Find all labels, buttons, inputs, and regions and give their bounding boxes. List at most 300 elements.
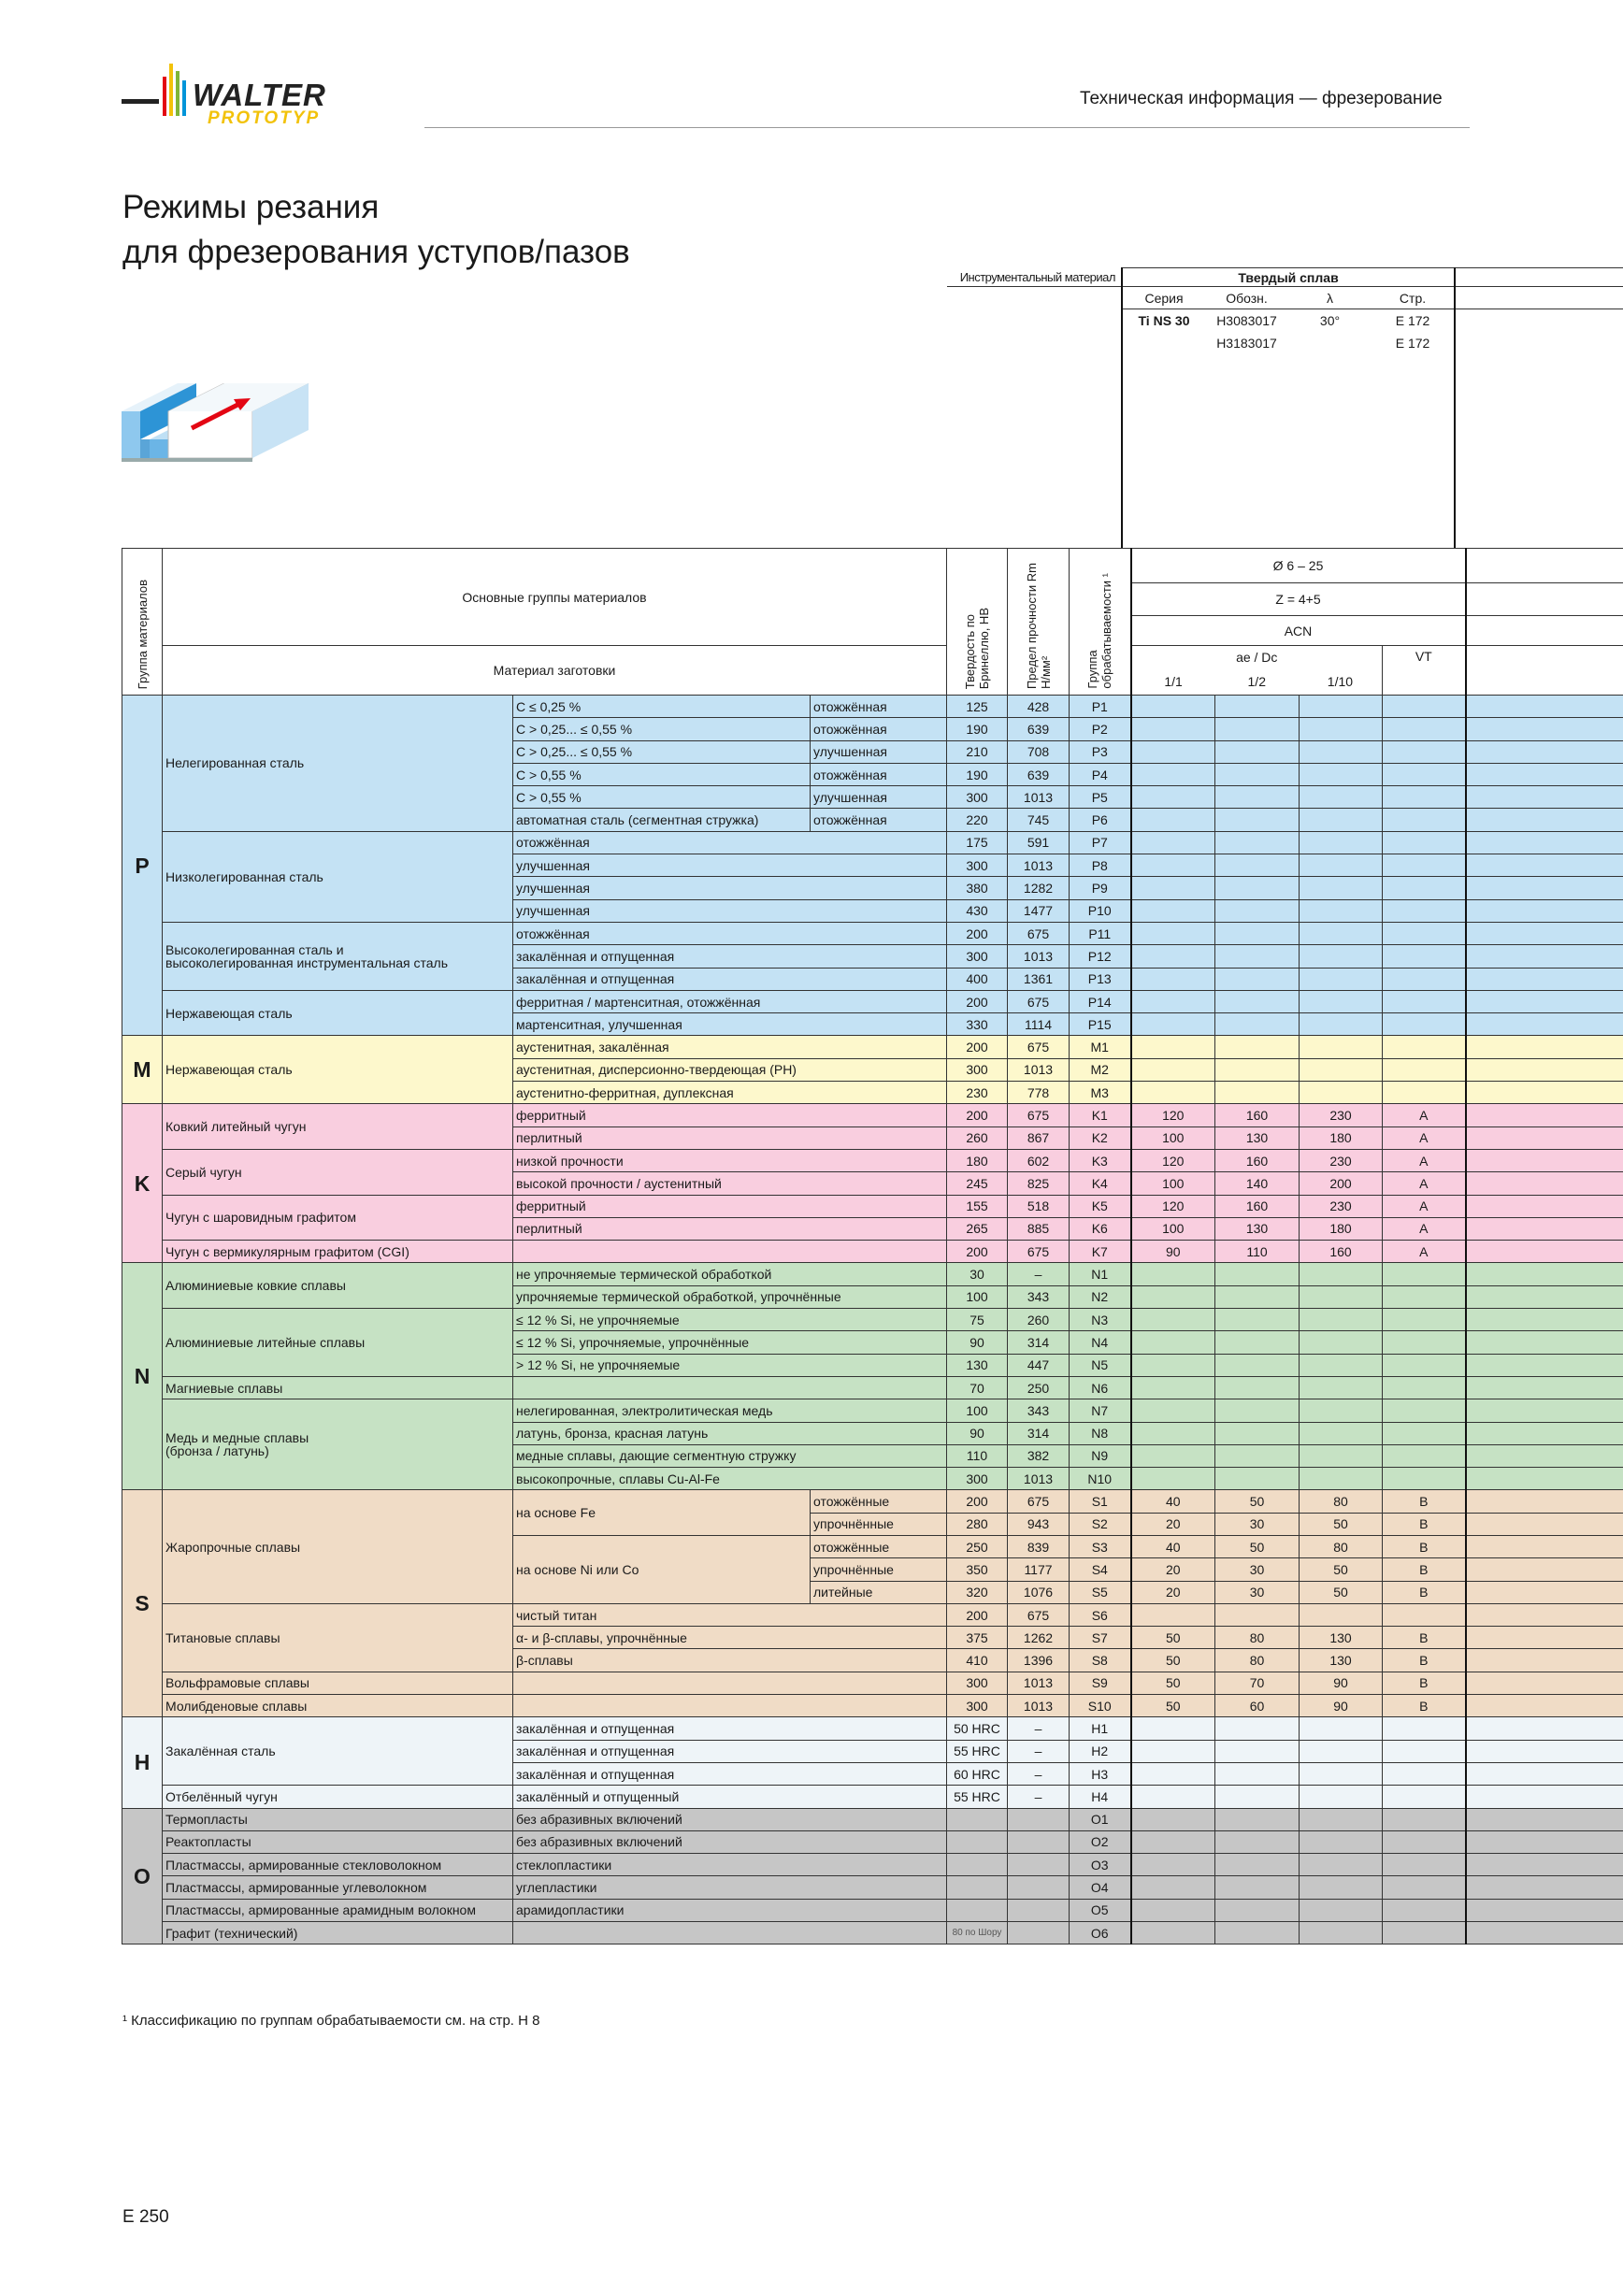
vt-value: B [1383, 1490, 1466, 1513]
vt-value: A [1383, 1241, 1466, 1263]
empty-tool-column [1466, 1376, 1623, 1399]
walter-prototyp-logo [122, 58, 402, 133]
vc-ratio-1-1 [1131, 786, 1215, 809]
empty-tool-column [1466, 1104, 1623, 1126]
material-treatment: отожжённая [811, 696, 947, 718]
empty-tool-column [1466, 1036, 1623, 1058]
vc-ratio-1-2 [1215, 968, 1300, 990]
table-row [122, 1603, 1623, 1626]
main-material-group: Термопласты [163, 1808, 513, 1830]
empty-tool-column [1466, 1354, 1623, 1376]
material-condition: ≤ 12 % Si, упрочняемые, упрочнённые [513, 1331, 947, 1354]
vc-ratio-1-2 [1215, 1422, 1300, 1444]
tool-page-2: E 172 [1395, 335, 1430, 351]
vc-ratio-1-2: 140 [1215, 1172, 1300, 1195]
machinability-group: N9 [1070, 1444, 1131, 1467]
tool-material-label: Инструментальный материал [947, 268, 1122, 287]
cutting-data-table [122, 548, 1623, 1944]
machinability-group: P7 [1070, 831, 1131, 854]
material-condition: автоматная сталь (сегментная стружка) [513, 809, 811, 831]
hardness-hb: 300 [947, 786, 1008, 809]
hardness-hb: 190 [947, 718, 1008, 740]
machinability-group: N10 [1070, 1468, 1131, 1490]
vc-ratio-1-1 [1131, 1740, 1215, 1762]
material-condition: C > 0,55 % [513, 763, 811, 785]
tensile-strength: 1013 [1008, 945, 1070, 968]
table-row [122, 831, 1623, 854]
vc-ratio-1-10 [1300, 1082, 1383, 1104]
machinability-group: S1 [1070, 1490, 1131, 1513]
machinability-group: O1 [1070, 1808, 1131, 1830]
material-condition: ферритная / мартенситная, отожжённая [513, 990, 947, 1012]
vc-ratio-1-10 [1300, 1922, 1383, 1944]
material-condition [513, 1672, 947, 1694]
vc-ratio-1-1 [1131, 1285, 1215, 1308]
vc-ratio-1-10 [1300, 809, 1383, 831]
vc-ratio-1-2 [1215, 1354, 1300, 1376]
vt-value: B [1383, 1581, 1466, 1603]
vc-ratio-1-10: 90 [1300, 1672, 1383, 1694]
vt-value [1383, 1399, 1466, 1422]
vc-ratio-1-10: 80 [1300, 1535, 1383, 1557]
empty-tool-column [1466, 740, 1623, 763]
main-material-group: Чугун с вермикулярным графитом (CGI) [163, 1241, 513, 1263]
vc-ratio-1-1: 40 [1131, 1490, 1215, 1513]
tensile-strength: 428 [1008, 696, 1070, 718]
vc-ratio-1-2 [1215, 1808, 1300, 1830]
machinability-group: P2 [1070, 718, 1131, 740]
hardness-hb: 55 HRC [947, 1786, 1008, 1808]
hardness-hb: 175 [947, 831, 1008, 854]
table-row [122, 1490, 1623, 1513]
material-condition: закалённая и отпущенная [513, 945, 947, 968]
vc-ratio-1-2 [1215, 763, 1300, 785]
material-group-letter: O [122, 1808, 163, 1944]
vc-ratio-1-10 [1300, 1808, 1383, 1830]
hardness-hb: 200 [947, 990, 1008, 1012]
tensile-strength: 1076 [1008, 1581, 1070, 1603]
vc-ratio-1-10 [1300, 1899, 1383, 1921]
machinability-group: O4 [1070, 1876, 1131, 1899]
empty-tool-column [1466, 899, 1623, 922]
hardness-hb: 200 [947, 1104, 1008, 1126]
header-ratio-3: 1/10 [1327, 674, 1354, 689]
material-condition: C > 0,25... ≤ 0,55 % [513, 740, 811, 763]
material-condition: > 12 % Si, не упрочняемые [513, 1354, 947, 1376]
vc-ratio-1-10: 130 [1300, 1649, 1383, 1672]
vc-ratio-1-1 [1131, 1717, 1215, 1740]
vc-ratio-1-2: 50 [1215, 1535, 1300, 1557]
empty-tool-column [1466, 877, 1623, 899]
tensile-strength: 778 [1008, 1082, 1070, 1104]
machinability-group: M3 [1070, 1082, 1131, 1104]
vc-ratio-1-2 [1215, 1444, 1300, 1467]
empty-tool-column [1466, 945, 1623, 968]
tensile-strength: – [1008, 1786, 1070, 1808]
vt-value: B [1383, 1627, 1466, 1649]
main-material-group: Алюминиевые ковкие сплавы [163, 1263, 513, 1309]
material-condition: ферритный [513, 1104, 947, 1126]
vt-value [1383, 1013, 1466, 1036]
header-ratio-2: 1/2 [1247, 674, 1266, 689]
empty-tool-column [1466, 854, 1623, 877]
vc-ratio-1-2: 50 [1215, 1490, 1300, 1513]
vc-ratio-1-1 [1131, 922, 1215, 944]
vc-ratio-1-10 [1300, 1058, 1383, 1081]
empty-tool-column [1466, 1399, 1623, 1422]
empty-tool-column [1466, 1740, 1623, 1762]
header-grade: ACN [1131, 616, 1466, 646]
hardness-hb: 260 [947, 1126, 1008, 1149]
hardness-hb: 300 [947, 945, 1008, 968]
machinability-group: N2 [1070, 1285, 1131, 1308]
vt-value [1383, 1922, 1466, 1944]
vt-value: B [1383, 1695, 1466, 1717]
vc-ratio-1-1 [1131, 990, 1215, 1012]
vc-ratio-1-10 [1300, 1309, 1383, 1331]
machinability-group: K5 [1070, 1195, 1131, 1217]
machinability-group: P14 [1070, 990, 1131, 1012]
material-condition: закалённая и отпущенная [513, 1762, 947, 1785]
machinability-group: P13 [1070, 968, 1131, 990]
tensile-strength: 675 [1008, 1241, 1070, 1263]
vt-value [1383, 1376, 1466, 1399]
vc-ratio-1-10: 50 [1300, 1558, 1383, 1581]
tensile-strength: 314 [1008, 1422, 1070, 1444]
vc-ratio-1-1 [1131, 1058, 1215, 1081]
tool-col-page: Стр. [1372, 287, 1455, 309]
table-row [122, 990, 1623, 1012]
main-material-group: Пластмассы, армированные арамидным волокном [163, 1899, 513, 1921]
vc-ratio-1-2: 80 [1215, 1649, 1300, 1672]
hardness-hb: 400 [947, 968, 1008, 990]
tool-code-2: H3183017 [1216, 335, 1277, 351]
vc-ratio-1-1: 50 [1131, 1649, 1215, 1672]
material-condition [513, 1376, 947, 1399]
vc-ratio-1-10: 130 [1300, 1627, 1383, 1649]
machinability-group: S2 [1070, 1513, 1131, 1535]
material-rows [122, 696, 1623, 1944]
header-main-groups: Основные группы материалов [163, 549, 947, 646]
tensile-strength: 260 [1008, 1309, 1070, 1331]
material-condition: улучшенная [513, 899, 947, 922]
empty-tool-column [1466, 763, 1623, 785]
vc-ratio-1-10 [1300, 854, 1383, 877]
vc-ratio-1-2 [1215, 1376, 1300, 1399]
vc-ratio-1-10 [1300, 1830, 1383, 1853]
vc-ratio-1-2 [1215, 990, 1300, 1012]
tensile-strength: 1177 [1008, 1558, 1070, 1581]
vc-ratio-1-10: 180 [1300, 1217, 1383, 1240]
vt-value [1383, 763, 1466, 785]
material-group-letter: S [122, 1490, 163, 1717]
vt-value [1383, 1082, 1466, 1104]
vt-value [1383, 1830, 1466, 1853]
hardness-hb: 230 [947, 1082, 1008, 1104]
vc-ratio-1-2 [1215, 1331, 1300, 1354]
vc-ratio-1-1 [1131, 1399, 1215, 1422]
header-ratio-1: 1/1 [1164, 674, 1183, 689]
hardness-hb: 375 [947, 1627, 1008, 1649]
hardness-hb: 210 [947, 740, 1008, 763]
tensile-strength: 745 [1008, 809, 1070, 831]
empty-tool-column [1466, 1149, 1623, 1171]
tensile-strength: 1114 [1008, 1013, 1070, 1036]
empty-tool-column [1466, 1808, 1623, 1830]
vc-ratio-1-2: 30 [1215, 1513, 1300, 1535]
empty-tool-column [1466, 1672, 1623, 1694]
material-treatment: отожжённые [811, 1535, 947, 1557]
vc-ratio-1-1: 100 [1131, 1217, 1215, 1240]
vc-ratio-1-1: 20 [1131, 1558, 1215, 1581]
vt-value [1383, 877, 1466, 899]
vt-value [1383, 945, 1466, 968]
material-condition: закалённая и отпущенная [513, 968, 947, 990]
material-treatment: отожжённая [811, 763, 947, 785]
machinability-group: H2 [1070, 1740, 1131, 1762]
vc-ratio-1-2 [1215, 1762, 1300, 1785]
vc-ratio-1-10 [1300, 1876, 1383, 1899]
table-row [122, 1672, 1623, 1694]
table-row [122, 1036, 1623, 1058]
table-row [122, 1399, 1623, 1422]
material-condition: мартенситная, улучшенная [513, 1013, 947, 1036]
vt-value [1383, 990, 1466, 1012]
vt-value [1383, 1444, 1466, 1467]
hardness-hb [947, 1830, 1008, 1853]
table-row [122, 1149, 1623, 1171]
material-treatment: литейные [811, 1581, 947, 1603]
material-condition: закалённая и отпущенная [513, 1740, 947, 1762]
machinability-group: P12 [1070, 945, 1131, 968]
hardness-hb: 200 [947, 1036, 1008, 1058]
vt-value [1383, 1808, 1466, 1830]
tensile-strength: 675 [1008, 922, 1070, 944]
machinability-group: S6 [1070, 1603, 1131, 1626]
empty-tool-column [1466, 968, 1623, 990]
vt-value [1383, 1354, 1466, 1376]
material-condition: ≤ 12 % Si, не упрочняемые [513, 1309, 947, 1331]
vc-ratio-1-1 [1131, 899, 1215, 922]
table-row [122, 1717, 1623, 1740]
empty-tool-column [1466, 1786, 1623, 1808]
hardness-hb: 200 [947, 1603, 1008, 1626]
table-row [122, 696, 1623, 718]
tensile-strength: – [1008, 1762, 1070, 1785]
main-material-group: Закалённая сталь [163, 1717, 513, 1786]
vc-ratio-1-2 [1215, 1036, 1300, 1058]
vc-ratio-1-2 [1215, 740, 1300, 763]
material-group-letter: P [122, 696, 163, 1036]
tensile-strength: 825 [1008, 1172, 1070, 1195]
main-material-group: Жаропрочные сплавы [163, 1490, 513, 1603]
vt-value: B [1383, 1672, 1466, 1694]
tensile-strength: 839 [1008, 1535, 1070, 1557]
machinability-group: S9 [1070, 1672, 1131, 1694]
vt-value: B [1383, 1558, 1466, 1581]
machinability-group: K3 [1070, 1149, 1131, 1171]
vc-ratio-1-2: 160 [1215, 1104, 1300, 1126]
machinability-group: H1 [1070, 1717, 1131, 1740]
vc-ratio-1-2 [1215, 1082, 1300, 1104]
vc-ratio-1-1 [1131, 1876, 1215, 1899]
tool-material-name: Твердый сплав [1122, 268, 1455, 287]
tensile-strength: – [1008, 1717, 1070, 1740]
hardness-hb: 220 [947, 809, 1008, 831]
tensile-strength: 675 [1008, 1603, 1070, 1626]
vc-ratio-1-2 [1215, 831, 1300, 854]
tensile-strength: – [1008, 1263, 1070, 1285]
tensile-strength: 1396 [1008, 1649, 1070, 1672]
tensile-strength: 1013 [1008, 854, 1070, 877]
vc-ratio-1-2: 80 [1215, 1627, 1300, 1649]
vc-ratio-1-2: 70 [1215, 1672, 1300, 1694]
main-material-group: Медь и медные сплавы (бронза / латунь) [163, 1399, 513, 1490]
material-condition [513, 1922, 947, 1944]
tensile-strength: 675 [1008, 1490, 1070, 1513]
vc-ratio-1-1: 40 [1131, 1535, 1215, 1557]
main-material-group: Пластмассы, армированные стекловолокном [163, 1854, 513, 1876]
main-material-group: Низколегированная сталь [163, 831, 513, 922]
vc-ratio-1-10: 230 [1300, 1195, 1383, 1217]
empty-tool-column [1466, 1717, 1623, 1740]
tensile-strength: 675 [1008, 1036, 1070, 1058]
vc-ratio-1-2 [1215, 1899, 1300, 1921]
tensile-strength: 675 [1008, 1104, 1070, 1126]
tool-info-table [947, 267, 1623, 548]
material-condition: высокой прочности / аустенитный [513, 1172, 947, 1195]
vc-ratio-1-10 [1300, 718, 1383, 740]
main-material-group: Пластмассы, армированные углеволокном [163, 1876, 513, 1899]
vc-ratio-1-2 [1215, 786, 1300, 809]
header-rm: Предел прочности Rm Н/мм² [1008, 549, 1070, 696]
tensile-strength: – [1008, 1740, 1070, 1762]
vt-value [1383, 1876, 1466, 1899]
vc-ratio-1-1: 50 [1131, 1695, 1215, 1717]
hardness-hb: 300 [947, 1058, 1008, 1081]
tool-lambda-1: 30° [1319, 312, 1341, 328]
material-condition: C > 0,55 % [513, 786, 811, 809]
empty-tool-column [1466, 696, 1623, 718]
table-row [122, 1104, 1623, 1126]
tensile-strength [1008, 1876, 1070, 1899]
tensile-strength [1008, 1830, 1070, 1853]
vc-ratio-1-10: 160 [1300, 1241, 1383, 1263]
material-condition: перлитный [513, 1217, 947, 1240]
vt-value: A [1383, 1217, 1466, 1240]
material-condition: β-сплавы [513, 1649, 947, 1672]
vc-ratio-1-1 [1131, 763, 1215, 785]
vc-ratio-1-2 [1215, 1285, 1300, 1308]
hardness-hb: 430 [947, 899, 1008, 922]
material-treatment: улучшенная [811, 786, 947, 809]
machinability-group: M2 [1070, 1058, 1131, 1081]
empty-tool-column [1466, 1444, 1623, 1467]
machinability-group: P10 [1070, 899, 1131, 922]
table-row [122, 1195, 1623, 1217]
vt-value [1383, 968, 1466, 990]
vc-ratio-1-1 [1131, 945, 1215, 968]
material-condition: аустенитно-ферритная, дуплексная [513, 1082, 947, 1104]
material-condition: низкой прочности [513, 1149, 947, 1171]
header-teeth: Z = 4+5 [1131, 583, 1466, 616]
vt-value [1383, 1285, 1466, 1308]
empty-tool-column [1466, 809, 1623, 831]
vc-ratio-1-1: 120 [1131, 1195, 1215, 1217]
tool-col-code: Обозн. [1205, 287, 1288, 309]
vt-value [1383, 740, 1466, 763]
hardness-hb: 300 [947, 854, 1008, 877]
machinability-group: P8 [1070, 854, 1131, 877]
hardness-hb: 30 [947, 1263, 1008, 1285]
vc-ratio-1-10: 50 [1300, 1513, 1383, 1535]
vc-ratio-1-10 [1300, 968, 1383, 990]
hardness-hb [947, 1854, 1008, 1876]
material-condition: улучшенная [513, 854, 947, 877]
main-material-group: Нержавеющая сталь [163, 1036, 513, 1104]
empty-tool-column [1466, 1490, 1623, 1513]
vt-value: B [1383, 1513, 1466, 1535]
vt-value [1383, 1309, 1466, 1331]
vc-ratio-1-1 [1131, 809, 1215, 831]
empty-tool-column [1466, 1422, 1623, 1444]
hardness-hb: 190 [947, 763, 1008, 785]
hardness-hb: 155 [947, 1195, 1008, 1217]
table-row [122, 1241, 1623, 1263]
empty-tool-column [1466, 1649, 1623, 1672]
tensile-strength: 867 [1008, 1126, 1070, 1149]
header-workpiece: Материал заготовки [163, 646, 947, 696]
table-row [122, 1854, 1623, 1876]
vc-ratio-1-1 [1131, 1354, 1215, 1376]
header-rule [424, 127, 1470, 128]
machinability-group: P6 [1070, 809, 1131, 831]
vc-ratio-1-1: 120 [1131, 1149, 1215, 1171]
hardness-hb: 100 [947, 1285, 1008, 1308]
hardness-hb: 90 [947, 1422, 1008, 1444]
empty-tool-column [1466, 1309, 1623, 1331]
material-condition: аустенитная, закалённая [513, 1036, 947, 1058]
hardness-hb: 130 [947, 1354, 1008, 1376]
vc-ratio-1-10 [1300, 1013, 1383, 1036]
material-condition: без абразивных включений [513, 1830, 947, 1853]
tool-col-series: Серия [1122, 287, 1205, 309]
vc-ratio-1-2 [1215, 1058, 1300, 1081]
vc-ratio-1-10 [1300, 945, 1383, 968]
material-condition: высокопрочные, сплавы Cu-Al-Fe [513, 1468, 947, 1490]
vc-ratio-1-1 [1131, 1899, 1215, 1921]
material-condition [513, 1241, 947, 1263]
footnote: ¹ Классификацию по группам обрабатываемости см. на стр. H 8 [122, 2013, 540, 2029]
main-material-group: Магниевые сплавы [163, 1376, 513, 1399]
tensile-strength: 447 [1008, 1354, 1070, 1376]
header-hb: Твердость по Бринеллю, HB [947, 549, 1008, 696]
header-title: Техническая информация — фрезерование [1080, 89, 1443, 108]
tensile-strength: 708 [1008, 740, 1070, 763]
tool-series: Ti NS 30 [1122, 309, 1205, 332]
vc-ratio-1-2: 130 [1215, 1126, 1300, 1149]
vc-ratio-1-1: 20 [1131, 1581, 1215, 1603]
vc-ratio-1-1 [1131, 1808, 1215, 1830]
material-condition: α- и β-сплавы, упрочнённые [513, 1627, 947, 1649]
tool-lambda-2 [1288, 332, 1372, 354]
vc-ratio-1-10 [1300, 1331, 1383, 1354]
material-condition: отожжённая [513, 922, 947, 944]
vc-ratio-1-10 [1300, 1786, 1383, 1808]
tensile-strength [1008, 1922, 1070, 1944]
tensile-strength: 943 [1008, 1513, 1070, 1535]
vc-ratio-1-10 [1300, 1399, 1383, 1422]
